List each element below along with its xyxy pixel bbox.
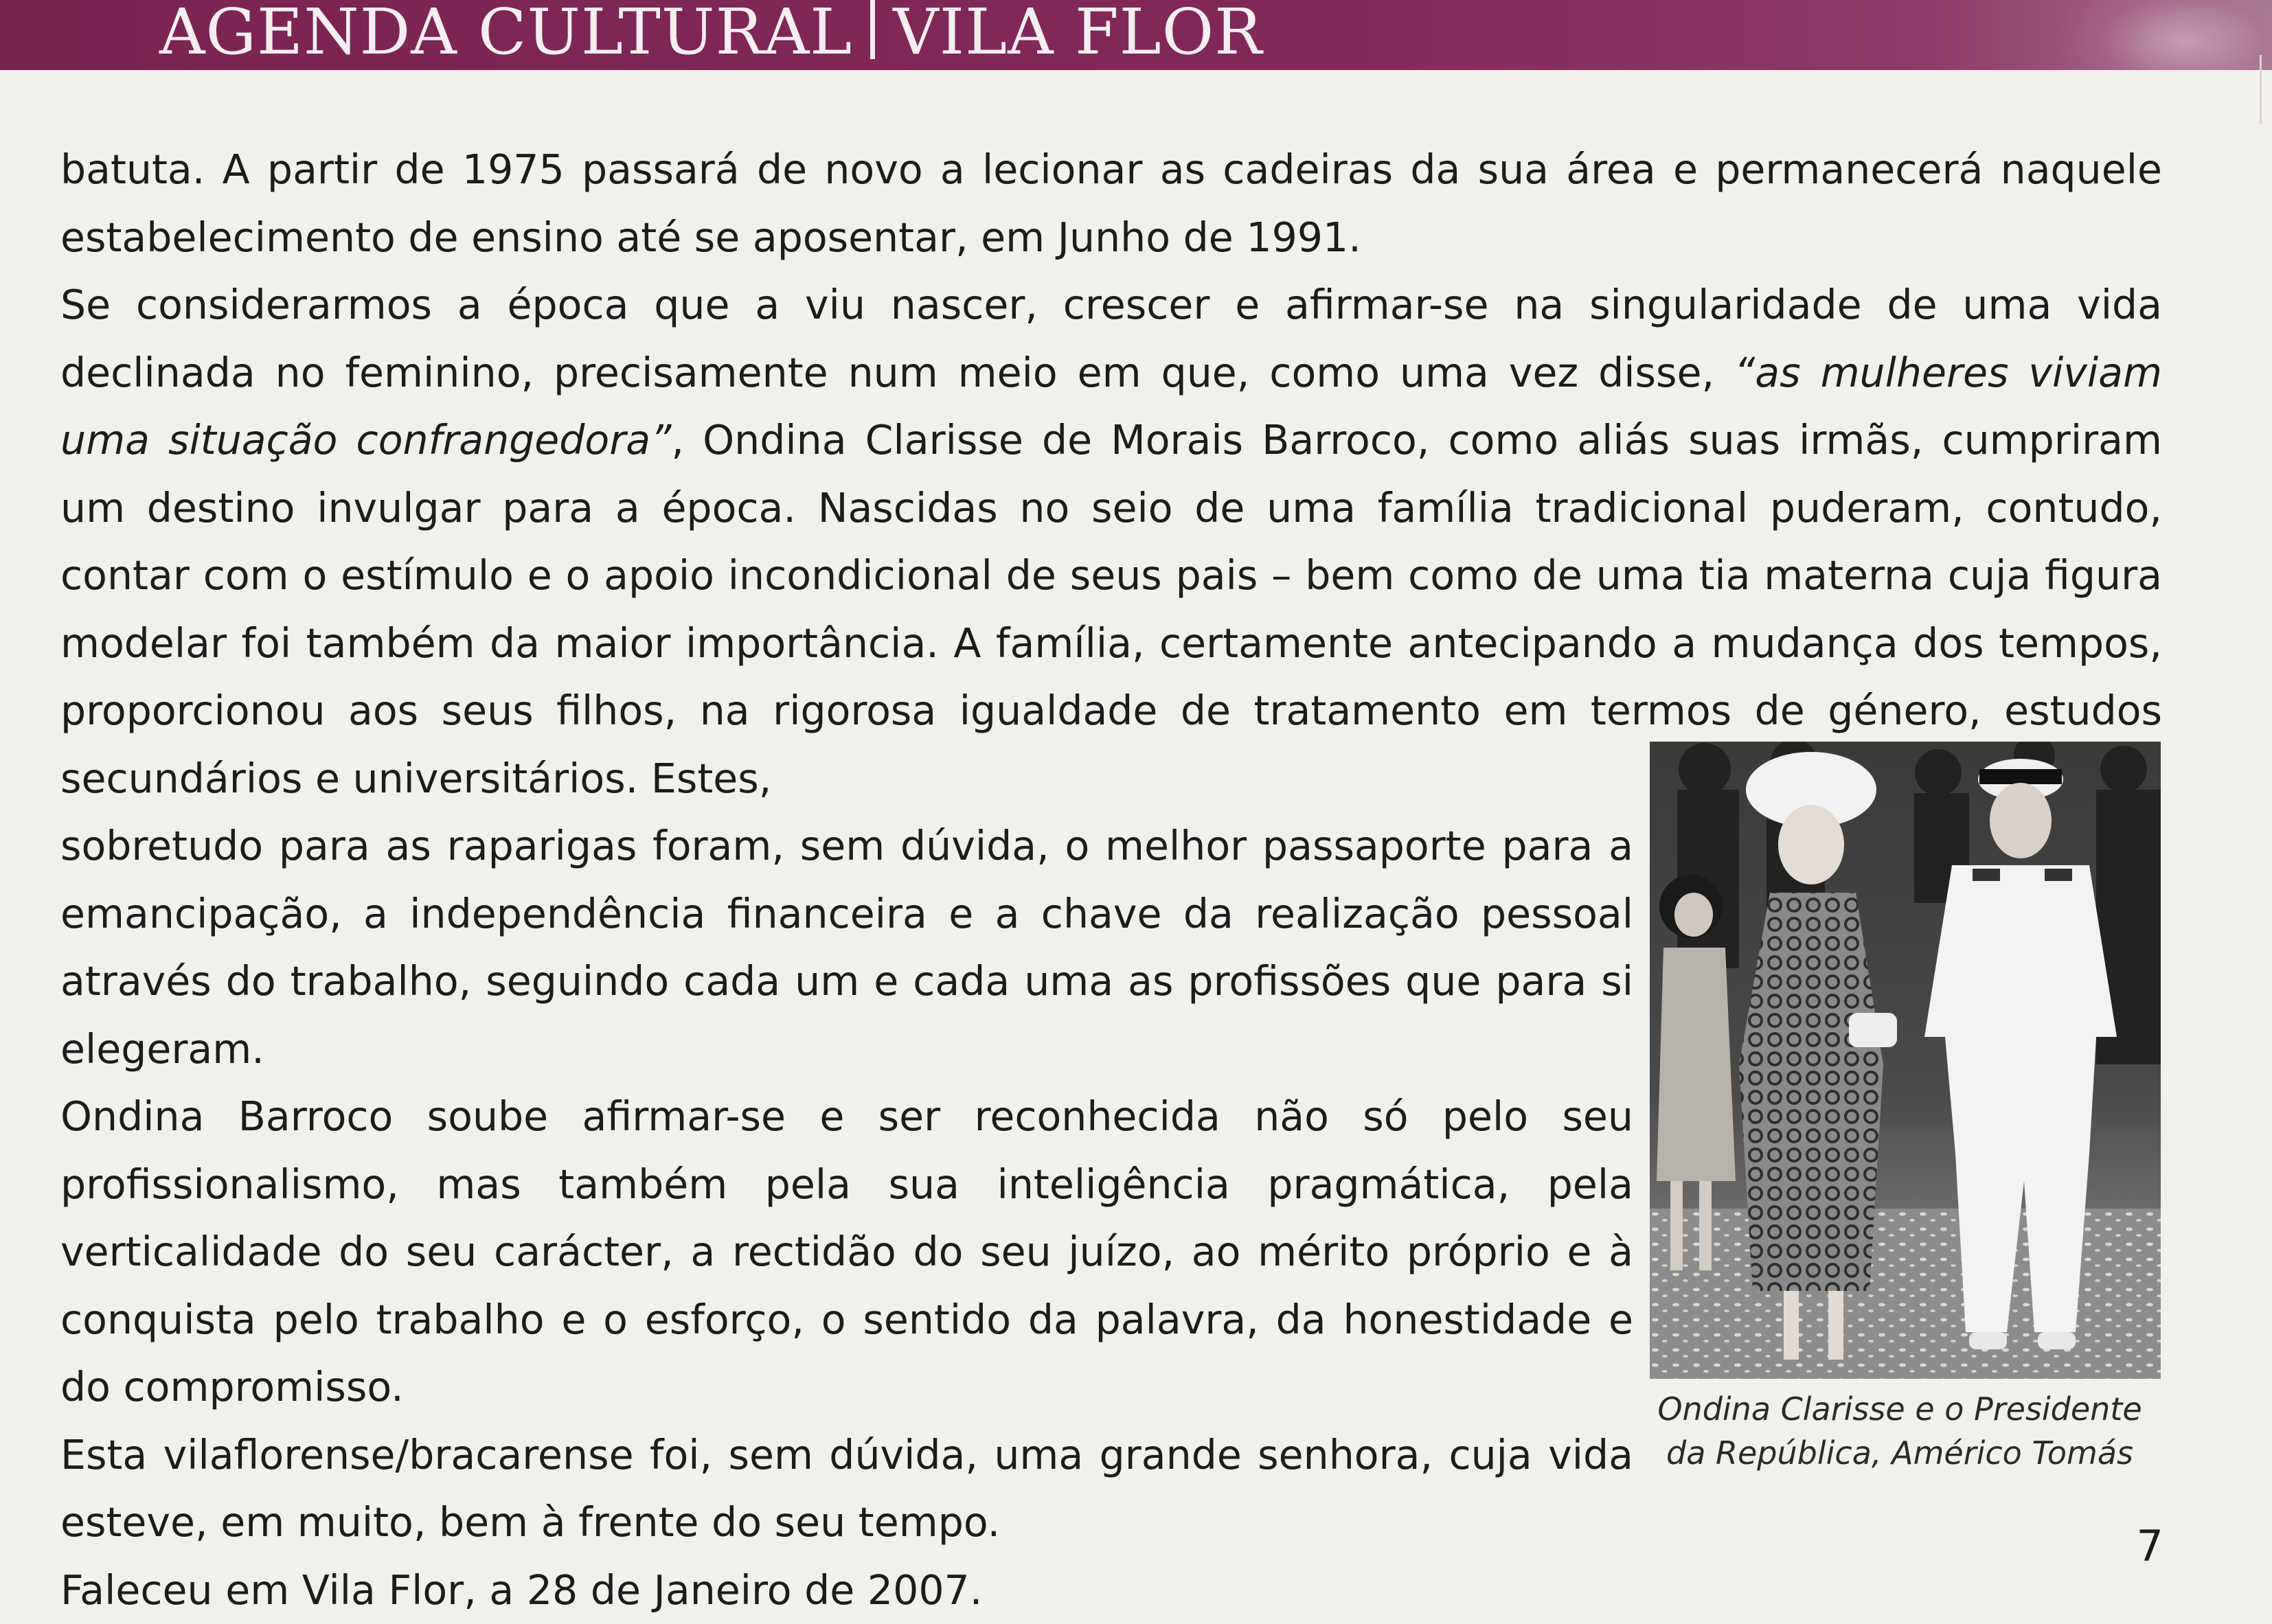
paragraph-3: Ondina Barroco soube afirmar-se e ser reconhecida não só pelo seu profissionalismo, mas também pela sua inteligência pragmática, pela verticalidade do seu carácter, a rectidão do seu juízo, ao mérito próprio e à conquista pelo trabalho e o esforço, o sentido da palavra, da honestidade e do compromisso. xyxy=(60,1083,1633,1421)
header-decoration xyxy=(2052,0,2272,70)
header-section: AGENDA CULTURAL xyxy=(159,0,852,69)
caption-line-2: da República, Américo Tomás xyxy=(1639,1431,2161,1475)
paragraph-2 xyxy=(60,271,2162,812)
page-number: 7 xyxy=(2122,1521,2163,1571)
header-title xyxy=(159,0,1262,70)
paragraph-1: batuta. A partir de 1975 passará de novo a lecionar as cadeiras da sua área e permanecerá naquele estabelecimento de ensino até se aposentar, em Junho de 1991. xyxy=(60,136,2162,271)
photo-caption xyxy=(1639,1387,2161,1475)
caption-line-1: Ondina Clarisse e o Presidente xyxy=(1639,1387,2161,1431)
paragraph-4: Esta vilaflorense/bracarense foi, sem dúvida, uma grande senhora, cuja vida esteve, em muito, bem à frente do seu tempo. xyxy=(60,1421,1633,1557)
paragraph-2-text-b: , Ondina Clarisse de Morais Barroco, como aliás suas irmãs, cumpriram um destino invulgar para a época. Nascidas no seio de uma família tradicional puderam, contudo, contar com o estímulo e o apoio incondicional de seus pais – bem como de uma tia materna cuja figura modelar foi também da maior importância. A família, certamente antecipando a mudança dos tempos, proporcionou aos seus filhos, na rigorosa igualdade de tratamento em termos de género, estudos secundários e universitários. Estes, xyxy=(60,417,2162,802)
header-separator xyxy=(870,0,875,59)
header-banner xyxy=(0,0,2272,70)
page-edge-mark xyxy=(2260,55,2269,124)
paragraph-2-text-a: Se considerarmos a época que a viu nascer, crescer e afirmar-se na singularidade de uma vida declinada no feminino, precisamente num meio em que, como uma vez disse, xyxy=(60,282,2162,396)
photo-illustration xyxy=(1650,742,2161,1379)
paragraph-5: Faleceu em Vila Flor, a 28 de Janeiro de 2007. xyxy=(60,1557,1633,1624)
historic-photo xyxy=(1650,742,2161,1379)
header-place: VILA FLOR xyxy=(893,0,1262,69)
paragraph-2-quote: “as mulheres viviam uma situação confrangedora” xyxy=(60,350,2162,464)
paragraph-2-continued: sobretudo para as raparigas foram, sem dúvida, o melhor passaporte para a emancipação, a independência financeira e a chave da realização pessoal através do trabalho, seguindo cada um e cada uma as profissões que para si elegeram. xyxy=(60,812,1633,1083)
